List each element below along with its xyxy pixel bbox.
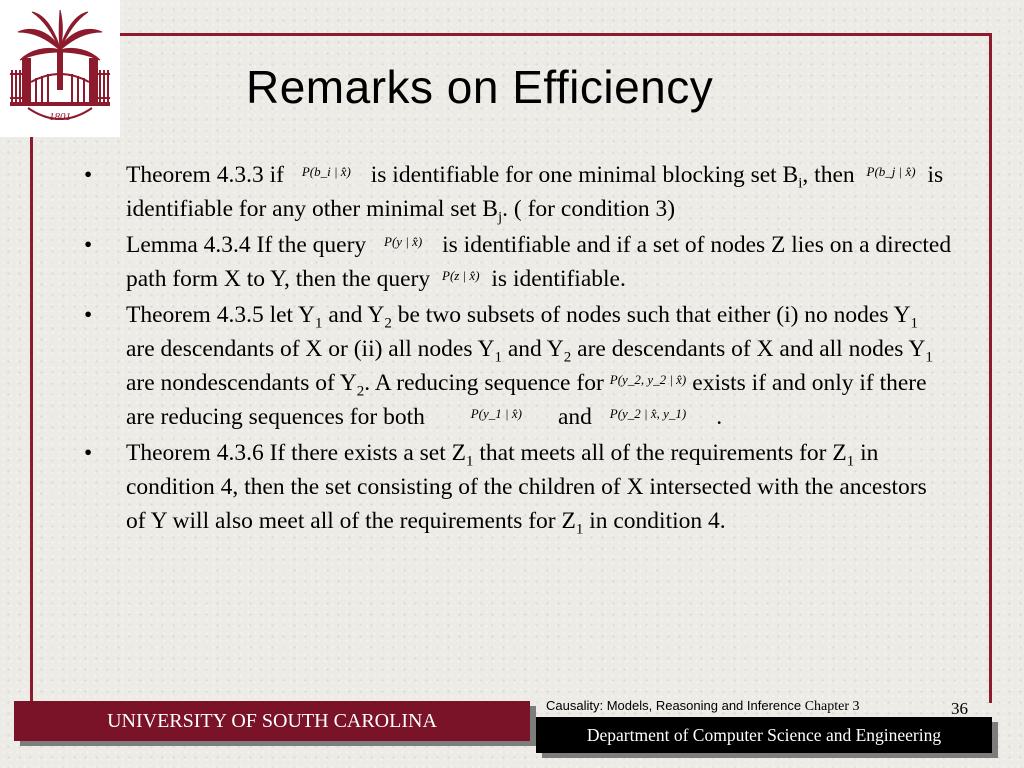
formula-p-z-given-x: P(z | x̂) [442, 268, 480, 283]
formula-p-y2-y2-given-x: P(y_2, y_2 | x̂) [609, 372, 687, 387]
frame-right-border [989, 33, 992, 703]
palmetto-icon [8, 8, 112, 130]
slide-title: Remarks on Efficiency [246, 61, 714, 113]
bullet-theorem-4-3-6: • Theorem 4.3.6 If there exists a set $Z_1$ that meets all of the requirements for $Z_1$ in condition 4, then the set consisting of the children of X intersected with the ancestors of Y will also meet all of the requirements for $Z_1$ in condition 4. [84, 436, 952, 538]
formula-p-y2-given-x-y1: P(y_2 | x̂, y_1) [609, 406, 687, 421]
university-logo [0, 0, 120, 137]
formula-p-bi-given-x: P(b_i | x̂) [301, 164, 351, 179]
frame-top-border [30, 33, 992, 36]
bullet-theorem-4-3-3: • Theorem 4.3.3 if P(b_i | x̂) is identifiable for one minimal blocking set $B_i$, then P(b_j | x̂) is identifiable for any other minimal set $B_j$. ( for condition 3) [84, 158, 952, 226]
svg-text:1801: 1801 [49, 111, 71, 123]
slide-content [84, 158, 952, 540]
course-title: Causality: Models, Reasoning and Inference Chapter 3 [546, 698, 860, 714]
formula-p-y1-given-x: P(y_1 | x̂) [470, 406, 522, 421]
university-name-bar: UNIVERSITY OF SOUTH CAROLINA [14, 701, 530, 741]
formula-p-bj-given-x: P(b_j | x̂) [866, 164, 916, 179]
bullet-theorem-4-3-5: • Theorem 4.3.5 let $Y_1$ and $Y_2$ be two subsets of nodes such that either (i) no nodes $Y_1$ are descendants of X or (ii) all nodes $Y_1$ and $Y_2$ are descendants of X and all nodes $Y_1$ are nondescendants of $Y_2$. A reducing sequence for P(y_2, y_2 | x̂) exists if and only if there are reducing sequences for both P(y_1 | x̂) and P(y_2 | x̂, y_1) . [84, 298, 952, 434]
department-name-bar: Department of Computer Science and Engineering [536, 717, 992, 753]
bullet-lemma-4-3-4: • Lemma 4.3.4 If the query P(y | x̂) is identifiable and if a set of nodes Z lies on a directed path form X to Y, then the query P(z | x̂) is identifiable. [84, 228, 952, 296]
page-number: 36 [951, 699, 968, 718]
formula-p-y-given-x: P(y | x̂) [384, 234, 423, 249]
